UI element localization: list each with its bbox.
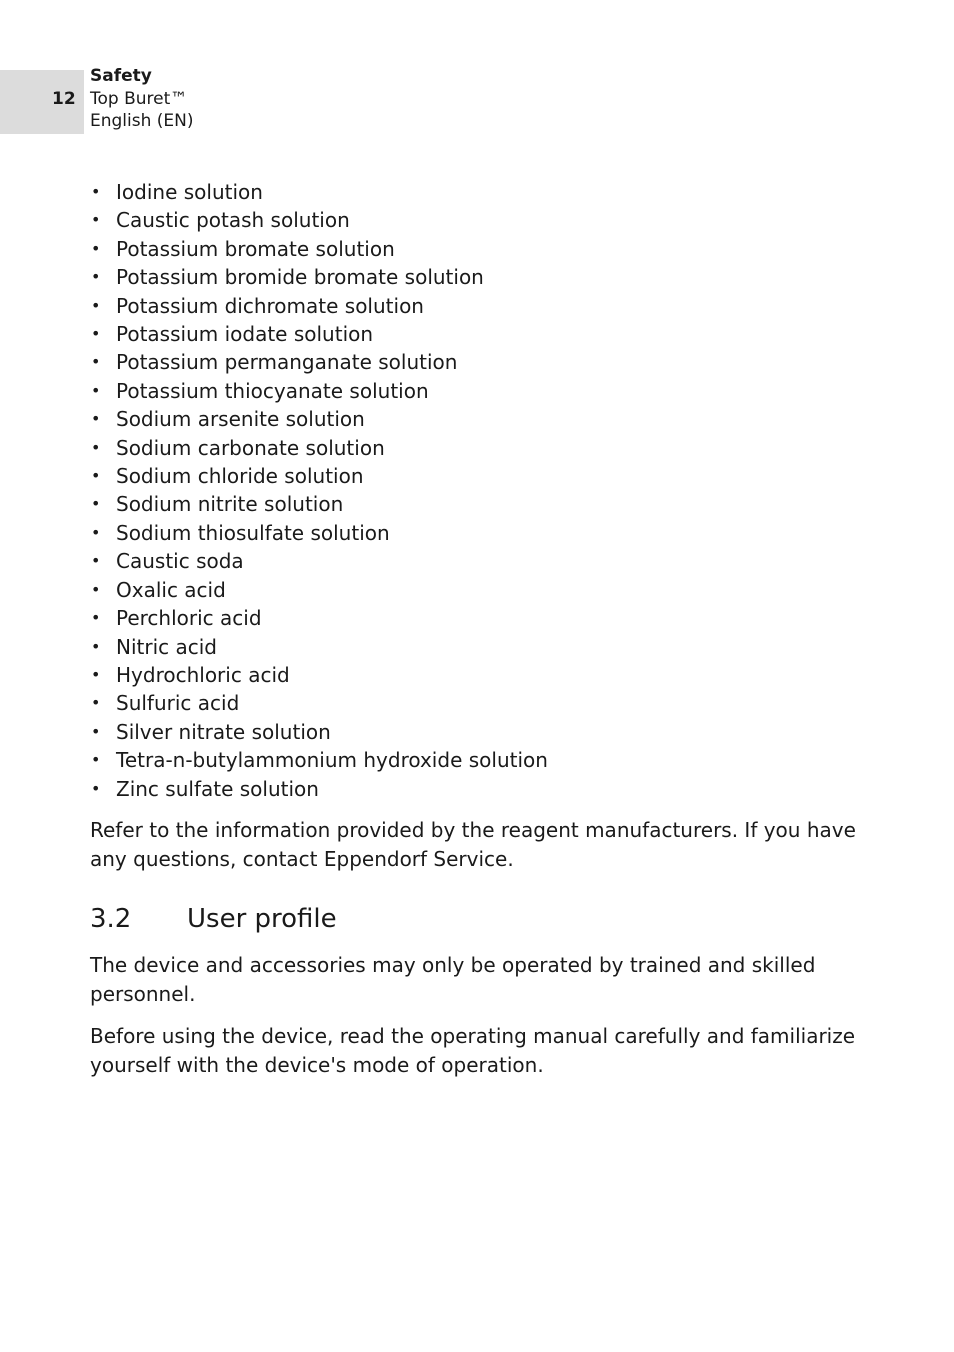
header-section-name: Safety (90, 66, 152, 86)
bullet-icon: • (91, 324, 101, 344)
list-item: • Nitric acid (90, 633, 880, 661)
header-product-name: Top Buret™ (90, 88, 188, 109)
bullet-icon: • (91, 778, 101, 798)
bullet-icon: • (91, 238, 101, 258)
header-language: English (EN) (90, 111, 194, 131)
bullet-icon: • (91, 551, 101, 571)
list-item: • Potassium bromate solution (90, 235, 880, 263)
running-header (90, 65, 194, 133)
list-item: • Sodium arsenite solution (90, 405, 880, 433)
list-item: • Iodine solution (90, 178, 880, 206)
section-title: User profile (187, 903, 337, 934)
bullet-icon: • (91, 210, 101, 230)
bullet-icon: • (91, 750, 101, 770)
bullet-icon: • (91, 636, 101, 656)
list-item: • Potassium dichromate solution (90, 292, 880, 320)
bullet-icon: • (91, 380, 101, 400)
bullet-icon: • (91, 466, 101, 486)
bullet-icon: • (91, 437, 101, 457)
list-item: • Hydrochloric acid (90, 661, 880, 689)
section-heading-user-profile (90, 902, 880, 936)
bullet-icon: • (91, 693, 101, 713)
bullet-icon: • (91, 352, 101, 372)
list-item: • Potassium thiocyanate solution (90, 377, 880, 405)
bullet-icon: • (91, 267, 101, 287)
list-item: • Silver nitrate solution (90, 718, 880, 746)
page-content (90, 178, 880, 1080)
list-item: • Oxalic acid (90, 576, 880, 604)
list-item: • Tetra-n-butylammonium hydroxide solution (90, 746, 880, 774)
bullet-icon: • (91, 522, 101, 542)
bullet-icon: • (91, 494, 101, 514)
bullet-icon: • (91, 295, 101, 315)
bullet-icon: • (91, 182, 101, 201)
bullet-icon: • (91, 409, 101, 429)
bullet-icon: • (91, 721, 101, 741)
section-number: 3.2 (90, 903, 132, 934)
list-item: • Sodium thiosulfate solution (90, 519, 880, 547)
bullet-icon: • (91, 608, 101, 628)
reagent-list (90, 178, 880, 803)
list-item: • Zinc sulfate solution (90, 775, 880, 803)
list-item: • Potassium permanganate solution (90, 348, 880, 376)
list-item: • Sulfuric acid (90, 689, 880, 717)
list-item: • Caustic potash solution (90, 206, 880, 234)
page-number: 12 (52, 89, 76, 109)
user-profile-paragraph: Before using the device, read the operating manual carefully and familiarize yourself with the device's mode of operation. (90, 1023, 856, 1077)
list-item: • Sodium chloride solution (90, 462, 880, 490)
list-item: • Perchloric acid (90, 604, 880, 632)
list-item: • Sodium nitrite solution (90, 490, 880, 518)
list-item: • Potassium bromide bromate solution (90, 263, 880, 291)
list-item: • Sodium carbonate solution (90, 434, 880, 462)
user-profile-paragraph: The device and accessories may only be operated by trained and skilled personnel. (90, 952, 816, 1006)
list-item: • Caustic soda (90, 547, 880, 575)
list-item: • Potassium iodate solution (90, 320, 880, 348)
bullet-icon: • (91, 579, 101, 599)
reagent-manufacturer-note: Refer to the information provided by the reagent manufacturers. If you have any questions, contact Eppendorf Service. (90, 817, 856, 871)
bullet-icon: • (91, 664, 101, 684)
